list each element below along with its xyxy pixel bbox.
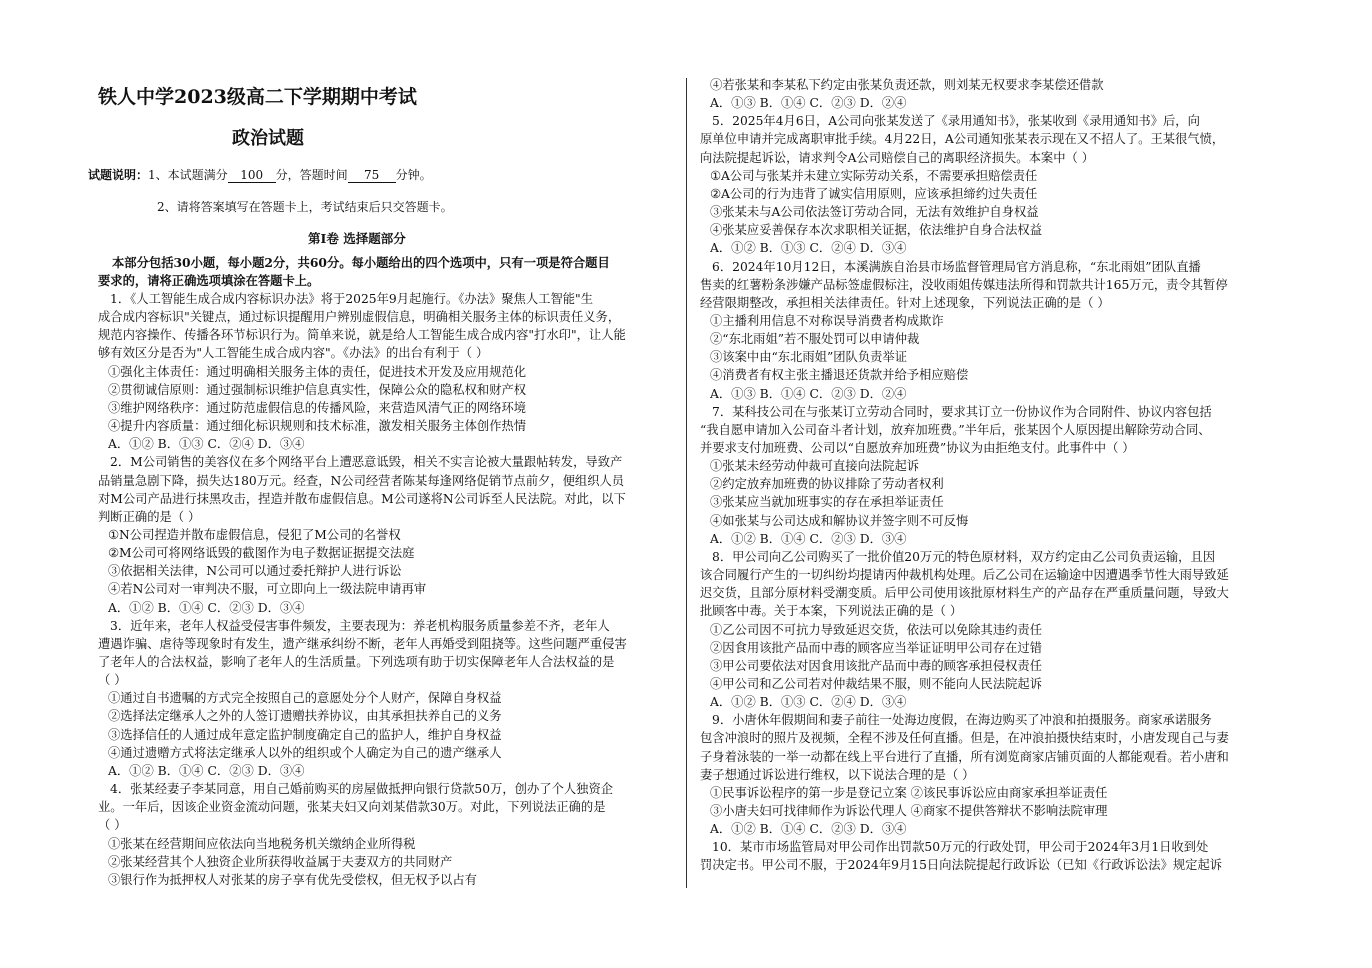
right-text-line: ④张某应妥善保存本次求职相关证据，依法维护自身合法权益 [710,223,1043,238]
left-text-line: ②贯彻诚信原则：通过强制标识维护信息真实性，保障公众的隐私权和财产权 [108,382,527,397]
left-text-line: 1．《人工智能生成合成内容标识办法》将于2025年9月起施行。《办法》聚焦人工智能"生 [110,292,593,306]
note-text-c: 分钟。 [395,168,432,182]
right-text-line: A．①② B．①④ C．②③ D．③④ [710,531,907,546]
left-text-line: ①强化主体责任：通过明确相关服务主体的责任，促进技术开发及应用规范化 [108,364,527,379]
right-text-line: ①乙公司因不可抗力导致延迟交货，依法可以免除其违约责任 [710,622,1043,637]
left-text-line: A．①② B．①③ C．②④ D．③④ [108,437,305,452]
exam-subtitle: 政治试题 [232,128,304,149]
left-text-line: ①张某在经营期间应依法向当地税务机关缴纳企业所得税 [108,836,416,851]
left-text-line: ③选择信任的人通过成年意定监护制度确定自己的监护人，维护自身权益 [108,727,502,742]
right-text-line: 该合同履行产生的一切纠纷均提请丙仲裁机构处理。后乙公司在运输途中因遭遇季节性大雨导致延 [700,568,1229,583]
left-text-line: ③依据相关法律，N公司可以通过委托辩护人进行诉讼 [108,564,402,579]
right-text-line: A．①② B．①④ C．②③ D．③④ [710,822,907,837]
left-text-line: ③维护网络秩序：通过防范虚假信息的传播风险，来营造风清气正的网络环境 [108,400,527,415]
right-text-line: A．①③ B．①④ C．②③ D．②④ [710,386,907,401]
right-text-line: 迟交货，且部分原材料受潮变质。后甲公司使用该批原材料生产的产品存在严重质量问题，导致大 [700,586,1229,601]
left-text-line: ③银行作为抵押权人对张某的房子享有优先受偿权，但无权予以占有 [108,872,477,887]
right-text-line: ④如张某与公司达成和解协议并签字则不可反悔 [710,513,969,528]
right-text-line: ①张某未经劳动仲裁可直接向法院起诉 [710,459,920,474]
right-text-line: 原单位申请并完成离职审批手续。4月22日，A公司通知张某表示现在又不招人了。王某很气愤， [700,132,1225,147]
right-text-line: 5．2025年4月6日，A公司向张某发送了《录用通知书》，张某收到《录用通知书》后，向 [712,114,1200,129]
left-text-line: 了老年人的合法权益，影响了老年人的生活质量。下列选项有助于切实保障老年人合法权益的是 [98,655,615,669]
left-text-line: 4．张某经妻子李某同意，用自己婚前购买的房屋做抵押向银行贷款50万，创办了个人独资企 [110,782,614,797]
section-heading: 第Ⅰ卷 选择题部分 [308,231,406,246]
right-text-line: ④甲公司和乙公司若对仲裁结果不服，则不能向人民法院起诉 [710,676,1043,691]
right-text-line: 包含冲浪时的照片及视频，全程不涉及任何直播。但是，在冲浪拍摄快结束时，小唐发现自己与妻 [700,731,1229,746]
left-text-line: A．①② B．①④ C．②③ D．③④ [108,600,305,615]
right-text-line: ①民事诉讼程序的第一步是登记立案 ②该民事诉讼应由商家承担举证责任 [710,785,1108,800]
left-text-line: （ ） [98,818,127,833]
right-text-line: 10．某市市场监管局对甲公司作出罚款50万元的行政处罚，甲公司于2024年3月1日收到处 [712,840,1209,855]
time-value: 75 [348,168,396,183]
exam-note-2: 2、请将答案填写在答题卡上，考试结束后只交答题卡。 [157,200,453,214]
right-text-line: 子身着泳装的一举一动都在线上平台进行了直播，所有浏览商家店铺页面的人都能观看。若小唐和 [700,749,1229,764]
instruction-line-1: 本部分包括30小题，每小题2分，共60分。每小题给出的四个选项中，只有一项是符合题目 [112,255,610,270]
score-value: 100 [228,168,276,183]
right-text-line: A．①③ B．①④ C．②③ D．②④ [710,96,907,111]
left-text-line: ①通过自书遗嘱的方式完全按照自己的意愿处分个人财产，保障自身权益 [108,691,502,706]
right-text-line: ②“东北雨姐”若不服处罚可以申请仲裁 [710,332,920,347]
right-text-line: 向法院提起诉讼，请求判令A公司赔偿自己的离职经济损失。本案中（ ） [700,150,1094,165]
right-text-line: 6．2024年10月12日，本溪满族自治县市场监督管理局官方消息称，“东北雨姐”团队直播 [712,259,1201,274]
right-text-line: ③张某未与A公司依法签订劳动合同，无法有效维护自身权益 [710,205,1039,220]
right-text-line: 7．某科技公司在与张某订立劳动合同时，要求其订立一份协议作为合同附件、协议内容包括 [712,404,1212,419]
note-label: 试题说明： [88,168,149,182]
right-text-line: 妻子想通过诉讼进行维权，以下说法合理的是（ ） [700,767,975,782]
right-text-line: 8．甲公司向乙公司购买了一批价值20万元的特色原材料，双方约定由乙公司负责运输，且因 [712,549,1216,564]
right-text-line: 并要求支付加班费、公司以“自愿放弃加班费”协议为由拒绝支付。此事件中（ ） [700,441,1135,455]
left-text-line: ④若N公司对一审判决不服，可立即向上一级法院申请再审 [108,582,427,597]
left-text-line: 对M公司产品进行抹黑攻击，捏造并散布虚假信息。M公司遂将N公司诉至人民法院。对此，以下 [98,491,626,506]
exam-title: 铁人中学2023级高二下学期期中考试 [98,86,417,108]
left-text-line: A．①② B．①④ C．②③ D．③④ [108,763,305,778]
left-text-line: ②选择法定继承人之外的人签订遗赠扶养协议，由其承担扶养自己的义务 [108,709,502,724]
exam-note-1 [88,166,432,184]
left-text-line: 品销量急剧下降，损失达180万元。经查，N公司经营者陈某每逢网络促销节点前夕，便组织人员 [98,473,625,488]
right-text-line: 批顾客中毒。关于本案，下列说法正确的是（ ） [700,604,963,619]
left-text-line: ②张某经营其个人独资企业所获得收益属于夫妻双方的共同财产 [108,854,453,869]
left-text-line: 业。一年后，因该企业资金流动问题，张某夫妇又向刘某借款30万。对此，下列说法正确的是 [98,800,606,815]
left-text-line: ④提升内容质量：通过细化标识规则和技术标准，激发相关服务主体创作热情 [108,419,527,434]
left-text-line: 规范内容操作、传播各环节标识行为。简单来说，就是给人工智能生成合成内容"打水印"，让人能 [98,328,626,343]
right-text-line: ①主播利用信息不对称误导消费者构成欺诈 [710,313,944,328]
right-text-line: ④消费者有权主张主播退还货款并给予相应赔偿 [710,368,969,383]
column-divider [686,78,687,888]
left-text-line: （ ） [98,673,127,688]
right-text-line: ④若张某和李某私下约定由张某负责还款，则刘某无权要求李某偿还借款 [710,78,1104,92]
left-text-line: 判断正确的是（ ） [98,509,201,524]
left-text-line: 成合成内容标识"关键点，通过标识提醒用户辨别虚假信息，明确相关服务主体的标识责任义务， [98,310,621,325]
right-text-line: A．①② B．①③ C．②④ D．③④ [710,241,907,256]
right-text-line: ③甲公司要依法对因食用该批产品而中毒的顾客承担侵权责任 [710,658,1043,673]
instruction-line-2: 要求的，请将正确选项填涂在答题卡上。 [98,273,320,288]
left-text-line: ①N公司捏造并散布虚假信息，侵犯了M公司的名誉权 [108,527,401,542]
left-text-line: ④通过遗赠方式将法定继承人以外的组织或个人确定为自己的遗产继承人 [108,745,502,760]
right-text-line: 经营限期整改，承担相关法律责任。针对上述现象，下列说法正确的是（ ） [700,295,1110,310]
right-text-line: ③张某应当就加班事实的存在承担举证责任 [710,495,944,510]
right-text-line: 9．小唐休年假期间和妻子前往一处海边度假，在海边购买了冲浪和拍摄服务。商家承诺服务 [712,713,1212,728]
right-text-line: ②因食用该批产品而中毒的顾客应当举证证明甲公司存在过错 [710,640,1043,655]
left-text-line: 2．M公司销售的美容仪在多个网络平台上遭恶意诋毁，相关不实言论被大量跟帖转发，导致产 [110,455,623,470]
right-text-line: ②约定放弃加班费的协议排除了劳动者权利 [710,477,944,492]
right-text-line: ③小唐夫妇可找律师作为诉讼代理人 ④商家不提供答辩状不影响法院审理 [710,804,1108,818]
left-text-line: ②M公司可将网络诋毁的截图作为电子数据证据提交法庭 [108,546,415,561]
note-text-a: 1、本试题满分 [148,168,228,182]
right-text-line: ①A公司与张某并未建立实际劳动关系，不需要承担赔偿责任 [710,168,1038,183]
left-text-line: 遭遇诈骗、虐待等现象时有发生，遗产继承纠纷不断，老年人再婚受到阻挠等。这些问题严重侵害 [98,636,627,651]
note-text-b: 分，答题时间 [275,168,348,182]
left-text-line: 3．近年来，老年人权益受侵害事件频发，主要表现为：养老机构服务质量参差不齐，老年人 [110,618,610,633]
right-text-line: “我自愿申请加入公司奋斗者计划，放弃加班费。”半年后，张某因个人原因提出解除劳动合同、 [700,422,1211,437]
right-text-line: A．①② B．①③ C．②④ D．③④ [710,695,907,710]
right-text-line: ③该案中由“东北雨姐”团队负责举证 [710,350,908,365]
left-text-line: 够有效区分是否为"人工智能生成合成内容"。《办法》的出台有利于（ ） [98,346,489,361]
right-text-line: ②A公司的行为违背了诚实信用原则，应该承担缔约过失责任 [710,186,1038,201]
right-text-line: 售卖的红薯粉条涉嫌产品标签虚假标注，没收雨姐传媒违法所得和罚款共计165万元，责令其暂停 [700,277,1228,292]
right-text-line: 罚决定书。甲公司不服，于2024年9月15日向法院提起行政诉讼（已知《行政诉讼法》规定起诉 [700,858,1223,873]
